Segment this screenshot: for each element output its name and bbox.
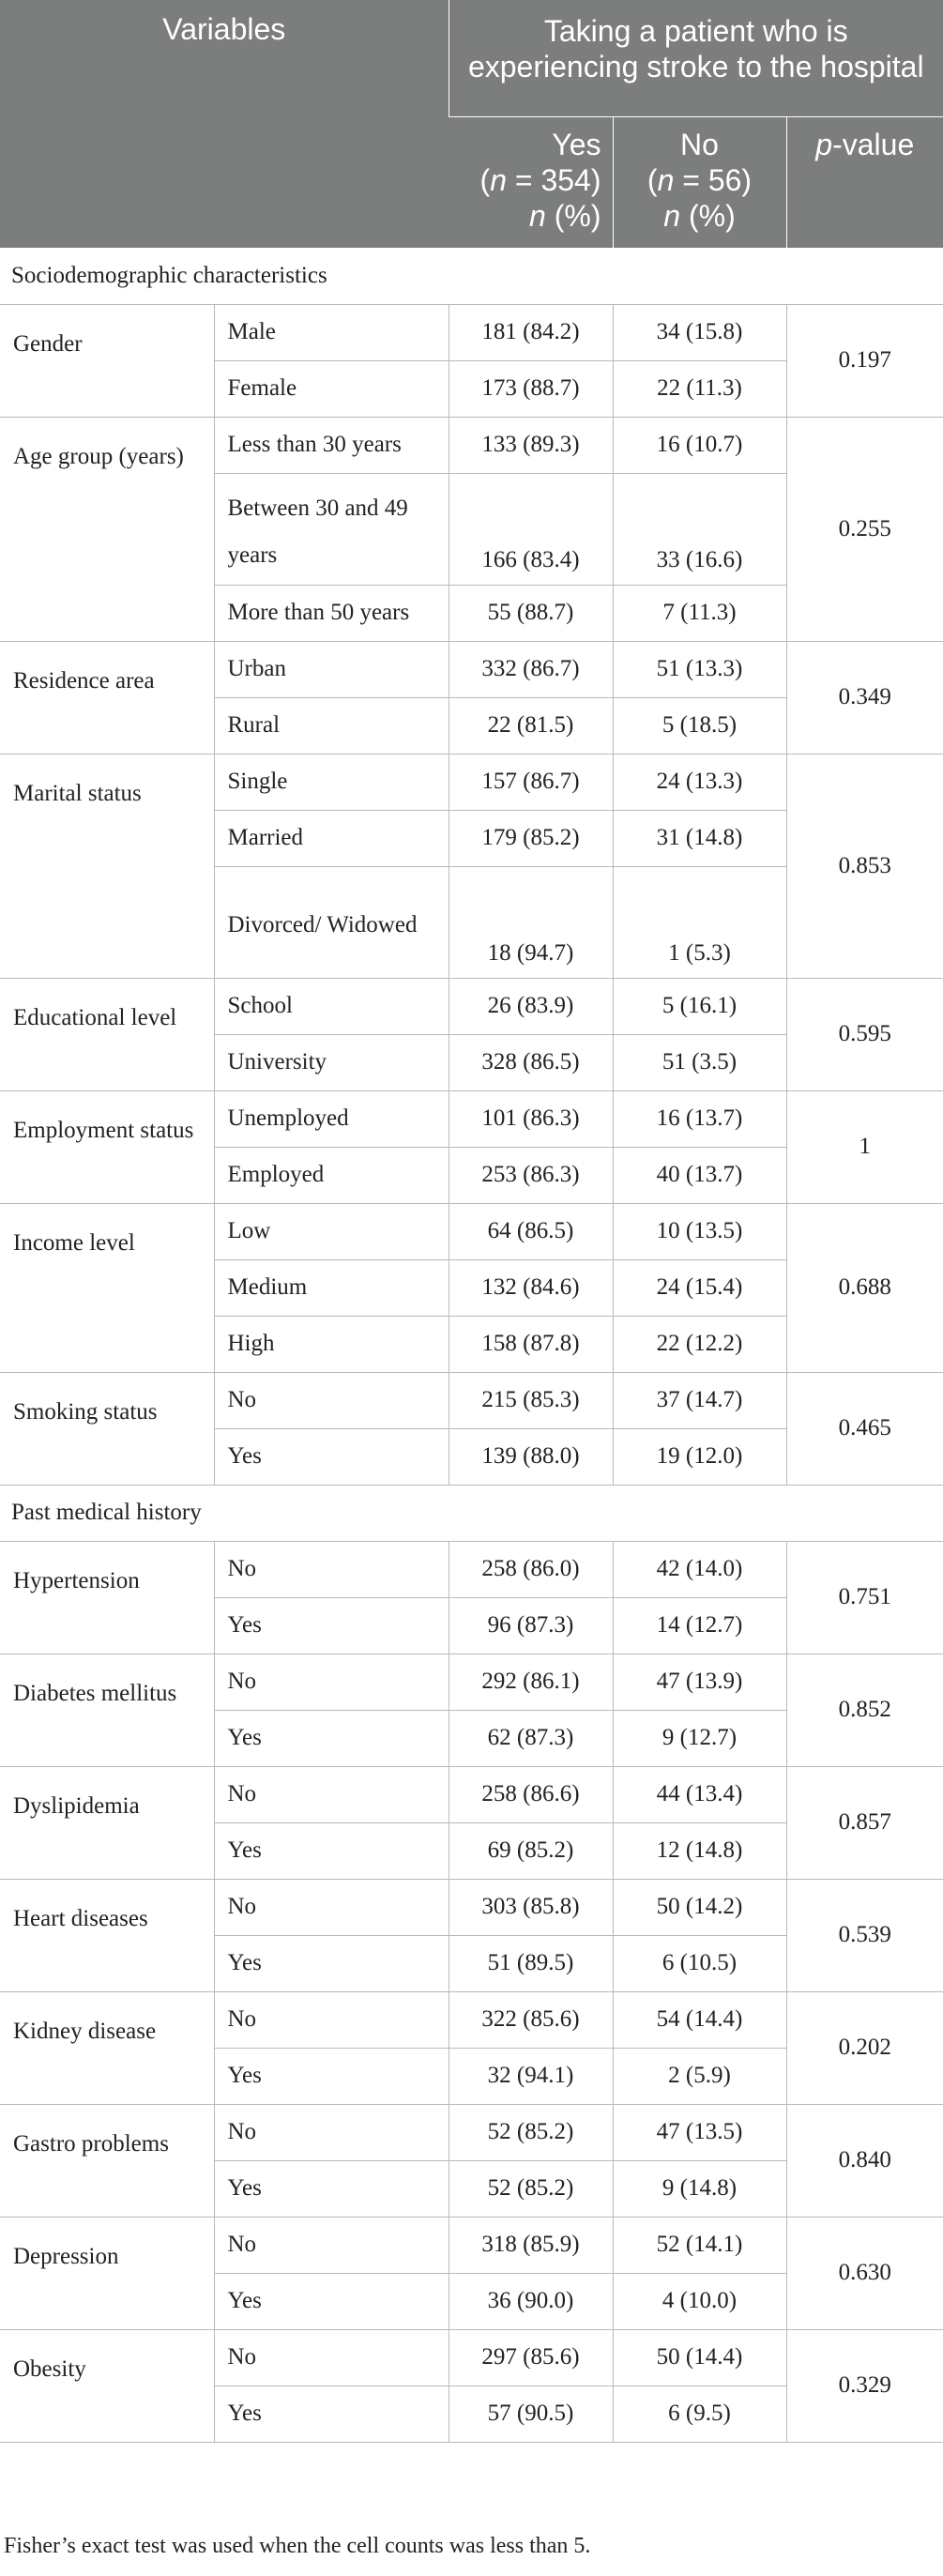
no-count: 50 (14.2) bbox=[613, 1879, 786, 1935]
category-label: Yes bbox=[214, 2385, 449, 2442]
table-row bbox=[0, 2217, 943, 2273]
yes-count: 26 (83.9) bbox=[449, 978, 613, 1034]
yes-count: 96 (87.3) bbox=[449, 1597, 613, 1654]
p-value: 0.349 bbox=[786, 641, 943, 754]
category-label: University bbox=[214, 1034, 449, 1090]
category-label: Medium bbox=[214, 1259, 449, 1316]
table-row bbox=[0, 978, 943, 1034]
header-no-unit-n: n bbox=[663, 198, 681, 233]
section-title: Past medical history bbox=[0, 1485, 943, 1541]
header-yes-n-value: = 354) bbox=[506, 162, 601, 197]
no-count: 22 (12.2) bbox=[613, 1316, 786, 1372]
p-value: 0.853 bbox=[786, 754, 943, 978]
header-no-unit-pct: (%) bbox=[680, 198, 736, 233]
category-label: Unemployed bbox=[214, 1090, 449, 1147]
table-row bbox=[0, 304, 943, 360]
table-row bbox=[0, 1766, 943, 1822]
header-p: p bbox=[815, 127, 833, 161]
variable-name: Educational level bbox=[0, 978, 214, 1090]
category-label: Divorced/ Widowed bbox=[214, 866, 449, 978]
header-variables: Variables bbox=[0, 0, 449, 248]
no-count: 4 (10.0) bbox=[613, 2273, 786, 2329]
p-value: 0.465 bbox=[786, 1372, 943, 1485]
p-value: 0.857 bbox=[786, 1766, 943, 1879]
category-label: No bbox=[214, 1654, 449, 1710]
section-row bbox=[0, 1485, 943, 1541]
p-value: 0.840 bbox=[786, 2104, 943, 2217]
category-label: Employed bbox=[214, 1147, 449, 1203]
p-value: 0.630 bbox=[786, 2217, 943, 2329]
yes-count: 52 (85.2) bbox=[449, 2160, 613, 2217]
yes-count: 258 (86.0) bbox=[449, 1541, 613, 1597]
yes-count: 332 (86.7) bbox=[449, 641, 613, 697]
table-row bbox=[0, 641, 943, 697]
p-value: 0.852 bbox=[786, 1654, 943, 1766]
yes-count: 292 (86.1) bbox=[449, 1654, 613, 1710]
no-count: 9 (12.7) bbox=[613, 1710, 786, 1766]
table-row bbox=[0, 2104, 943, 2160]
yes-count: 51 (89.5) bbox=[449, 1935, 613, 1991]
header-group-title: Taking a patient who is experiencing stroke to the hospital bbox=[449, 0, 943, 116]
category-label: Married bbox=[214, 810, 449, 866]
no-count: 1 (5.3) bbox=[613, 866, 786, 978]
category-label: No bbox=[214, 1766, 449, 1822]
category-label: Yes bbox=[214, 1935, 449, 1991]
no-count: 51 (13.3) bbox=[613, 641, 786, 697]
no-count: 10 (13.5) bbox=[613, 1203, 786, 1259]
yes-count: 57 (90.5) bbox=[449, 2385, 613, 2442]
header-no bbox=[613, 116, 786, 248]
yes-count: 101 (86.3) bbox=[449, 1090, 613, 1147]
category-label: Between 30 and 49 years bbox=[214, 473, 449, 585]
header-yes-count bbox=[458, 162, 601, 198]
no-count: 40 (13.7) bbox=[613, 1147, 786, 1203]
variable-name: Employment status bbox=[0, 1090, 214, 1203]
variable-name: Depression bbox=[0, 2217, 214, 2329]
table-row bbox=[0, 417, 943, 473]
variable-name: Gastro problems bbox=[0, 2104, 214, 2217]
category-label: No bbox=[214, 2217, 449, 2273]
no-count: 9 (14.8) bbox=[613, 2160, 786, 2217]
yes-count: 64 (86.5) bbox=[449, 1203, 613, 1259]
no-count: 16 (10.7) bbox=[613, 417, 786, 473]
category-label: Yes bbox=[214, 2160, 449, 2217]
no-count: 37 (14.7) bbox=[613, 1372, 786, 1428]
yes-count: 22 (81.5) bbox=[449, 697, 613, 754]
category-label: Yes bbox=[214, 1428, 449, 1485]
yes-count: 69 (85.2) bbox=[449, 1822, 613, 1879]
category-label: Female bbox=[214, 360, 449, 417]
no-count: 31 (14.8) bbox=[613, 810, 786, 866]
category-label: No bbox=[214, 1991, 449, 2048]
category-label: Yes bbox=[214, 1597, 449, 1654]
yes-count: 158 (87.8) bbox=[449, 1316, 613, 1372]
yes-count: 258 (86.6) bbox=[449, 1766, 613, 1822]
category-label: Urban bbox=[214, 641, 449, 697]
header-yes-unit-pct: (%) bbox=[545, 198, 601, 233]
yes-count: 297 (85.6) bbox=[449, 2329, 613, 2385]
footnote: Fisher’s exact test was used when the cell counts was less than 5. bbox=[4, 2534, 591, 2558]
category-label: Less than 30 years bbox=[214, 417, 449, 473]
no-count: 24 (13.3) bbox=[613, 754, 786, 810]
yes-count: 36 (90.0) bbox=[449, 2273, 613, 2329]
variable-name: Residence area bbox=[0, 641, 214, 754]
table-row bbox=[0, 1203, 943, 1259]
variable-name: Kidney disease bbox=[0, 1991, 214, 2104]
no-count: 47 (13.5) bbox=[613, 2104, 786, 2160]
header-yes-n: n bbox=[490, 162, 507, 197]
header-no-count bbox=[623, 162, 777, 198]
no-count: 47 (13.9) bbox=[613, 1654, 786, 1710]
header-pvalue bbox=[786, 116, 943, 248]
category-label: No bbox=[214, 1879, 449, 1935]
no-count: 50 (14.4) bbox=[613, 2329, 786, 2385]
no-count: 42 (14.0) bbox=[613, 1541, 786, 1597]
category-label: School bbox=[214, 978, 449, 1034]
variable-name: Gender bbox=[0, 304, 214, 417]
header-p-suffix: -value bbox=[832, 127, 915, 161]
variable-name: Diabetes mellitus bbox=[0, 1654, 214, 1766]
no-count: 51 (3.5) bbox=[613, 1034, 786, 1090]
table-body bbox=[0, 248, 943, 2442]
yes-count: 173 (88.7) bbox=[449, 360, 613, 417]
header-no-n-value: = 56) bbox=[674, 162, 753, 197]
header-yes-label: Yes bbox=[552, 127, 601, 161]
yes-count: 55 (88.7) bbox=[449, 585, 613, 641]
header-yes-unit-n: n bbox=[529, 198, 546, 233]
category-label: No bbox=[214, 2329, 449, 2385]
no-count: 7 (11.3) bbox=[613, 585, 786, 641]
yes-count: 303 (85.8) bbox=[449, 1879, 613, 1935]
variable-name: Dyslipidemia bbox=[0, 1766, 214, 1879]
yes-count: 157 (86.7) bbox=[449, 754, 613, 810]
yes-count: 52 (85.2) bbox=[449, 2104, 613, 2160]
yes-count: 179 (85.2) bbox=[449, 810, 613, 866]
no-count: 2 (5.9) bbox=[613, 2048, 786, 2104]
p-value: 0.255 bbox=[786, 417, 943, 641]
category-label: Rural bbox=[214, 697, 449, 754]
variable-name: Marital status bbox=[0, 754, 214, 978]
yes-count: 215 (85.3) bbox=[449, 1372, 613, 1428]
category-label: Yes bbox=[214, 1822, 449, 1879]
category-label: No bbox=[214, 1541, 449, 1597]
header-no-n: n bbox=[657, 162, 675, 197]
no-count: 6 (9.5) bbox=[613, 2385, 786, 2442]
p-value: 0.751 bbox=[786, 1541, 943, 1654]
variable-name: Obesity bbox=[0, 2329, 214, 2442]
no-count: 34 (15.8) bbox=[613, 304, 786, 360]
p-value: 0.202 bbox=[786, 1991, 943, 2104]
table-header bbox=[0, 0, 943, 248]
no-count: 44 (13.4) bbox=[613, 1766, 786, 1822]
header-yes bbox=[449, 116, 613, 248]
no-count: 5 (18.5) bbox=[613, 697, 786, 754]
table-row bbox=[0, 1372, 943, 1428]
yes-count: 132 (84.6) bbox=[449, 1259, 613, 1316]
p-value: 0.197 bbox=[786, 304, 943, 417]
yes-count: 32 (94.1) bbox=[449, 2048, 613, 2104]
header-no-label: No bbox=[680, 127, 719, 161]
yes-count: 318 (85.9) bbox=[449, 2217, 613, 2273]
yes-count: 253 (86.3) bbox=[449, 1147, 613, 1203]
p-value: 1 bbox=[786, 1090, 943, 1203]
category-label: No bbox=[214, 2104, 449, 2160]
p-value: 0.329 bbox=[786, 2329, 943, 2442]
category-label: Yes bbox=[214, 1710, 449, 1766]
no-count: 19 (12.0) bbox=[613, 1428, 786, 1485]
yes-count: 18 (94.7) bbox=[449, 866, 613, 978]
p-value: 0.688 bbox=[786, 1203, 943, 1372]
variable-name: Heart diseases bbox=[0, 1879, 214, 1991]
header-no-paren: ( bbox=[646, 162, 658, 197]
no-count: 33 (16.6) bbox=[613, 473, 786, 585]
yes-count: 62 (87.3) bbox=[449, 1710, 613, 1766]
yes-count: 166 (83.4) bbox=[449, 473, 613, 585]
yes-count: 322 (85.6) bbox=[449, 1991, 613, 2048]
p-value: 0.539 bbox=[786, 1879, 943, 1991]
table-row bbox=[0, 1879, 943, 1935]
no-count: 22 (11.3) bbox=[613, 360, 786, 417]
yes-count: 328 (86.5) bbox=[449, 1034, 613, 1090]
category-label: Male bbox=[214, 304, 449, 360]
variable-name: Hypertension bbox=[0, 1541, 214, 1654]
category-label: High bbox=[214, 1316, 449, 1372]
category-label: Yes bbox=[214, 2273, 449, 2329]
yes-count: 133 (89.3) bbox=[449, 417, 613, 473]
table-row bbox=[0, 754, 943, 810]
variable-name: Age group (years) bbox=[0, 417, 214, 641]
table-row bbox=[0, 2329, 943, 2385]
p-value: 0.595 bbox=[786, 978, 943, 1090]
table-row bbox=[0, 1090, 943, 1147]
no-count: 54 (14.4) bbox=[613, 1991, 786, 2048]
no-count: 5 (16.1) bbox=[613, 978, 786, 1034]
no-count: 24 (15.4) bbox=[613, 1259, 786, 1316]
header-no-unit bbox=[623, 198, 777, 234]
category-label: No bbox=[214, 1372, 449, 1428]
no-count: 16 (13.7) bbox=[613, 1090, 786, 1147]
category-label: Low bbox=[214, 1203, 449, 1259]
table-row bbox=[0, 1541, 943, 1597]
category-label: Yes bbox=[214, 2048, 449, 2104]
no-count: 52 (14.1) bbox=[613, 2217, 786, 2273]
section-title: Sociodemographic characteristics bbox=[0, 248, 943, 304]
category-label: More than 50 years bbox=[214, 585, 449, 641]
category-label: Single bbox=[214, 754, 449, 810]
variable-name: Smoking status bbox=[0, 1372, 214, 1485]
variable-name: Income level bbox=[0, 1203, 214, 1372]
header-yes-unit bbox=[458, 198, 601, 234]
no-count: 12 (14.8) bbox=[613, 1822, 786, 1879]
table-row bbox=[0, 1991, 943, 2048]
section-row bbox=[0, 248, 943, 304]
no-count: 14 (12.7) bbox=[613, 1597, 786, 1654]
yes-count: 139 (88.0) bbox=[449, 1428, 613, 1485]
yes-count: 181 (84.2) bbox=[449, 304, 613, 360]
no-count: 6 (10.5) bbox=[613, 1935, 786, 1991]
table-row bbox=[0, 1654, 943, 1710]
header-yes-paren: ( bbox=[479, 162, 491, 197]
